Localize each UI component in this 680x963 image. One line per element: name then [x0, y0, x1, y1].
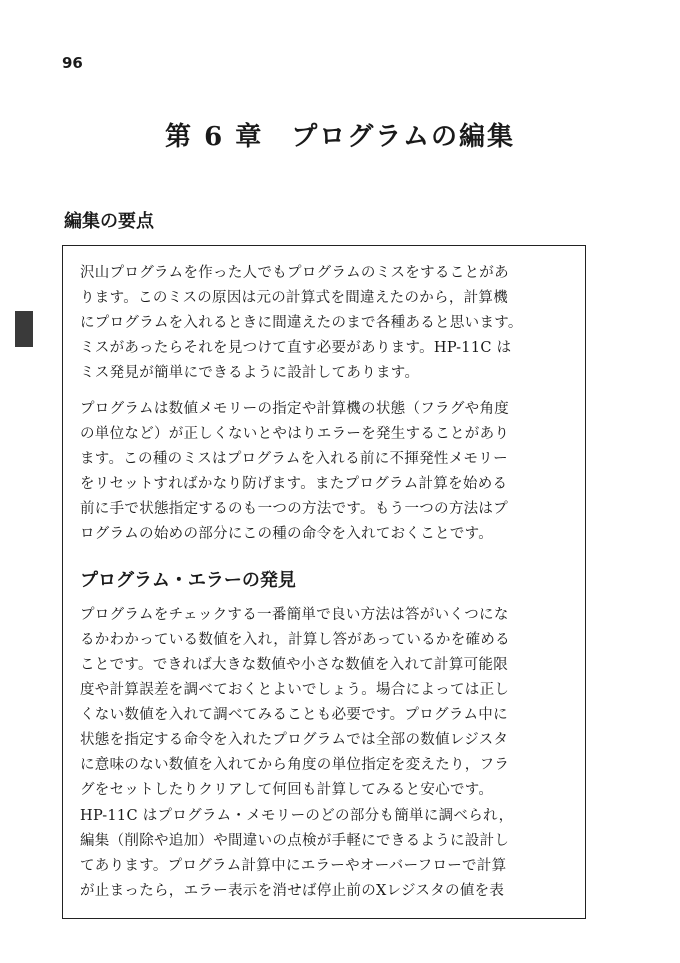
page-number: 96	[62, 54, 83, 72]
paragraph-line: ミス発見が簡単にできるように設計してあります。	[80, 365, 420, 381]
paragraph-2	[80, 397, 580, 547]
paragraph-line: ログラムの始めの部分にこの種の命令を入れておくことです。	[80, 526, 494, 542]
paragraph-3	[80, 603, 580, 803]
paragraph-line: 前に手で状態指定するのも一つの方法です。もう一つの方法はプ	[80, 501, 509, 517]
paragraph-line: 度や計算誤差を調べておくとよいでしょう。場合によっては正し	[80, 682, 510, 698]
paragraph-line: ことです。できれば大きな数値や小さな数値を入れて計算可能限	[80, 657, 509, 673]
paragraph-line: に意味のない数値を入れてから角度の単位指定を変えたり，フラ	[80, 757, 510, 773]
paragraph-line: 編集（削除や追加）や間違いの点検が手軽にできるように設計し	[80, 833, 510, 849]
paragraph-line: 沢山プログラムを作った人でもプログラムのミスをすることがあ	[80, 265, 509, 281]
paragraph-line: プログラムは数値メモリーの指定や計算機の状態（フラグや角度	[80, 401, 510, 417]
paragraph-line: HP-11C はプログラム・メモリーのどの部分も簡単に調べられ，	[80, 808, 514, 824]
paragraph-line: をリセットすればかなり防げます。またプログラム計算を始める	[80, 476, 508, 492]
paragraph-line: の単位など）が正しくないとやはりエラーを発生することがあり	[80, 426, 510, 442]
paragraph-line: てあります。プログラム計算中にエラーやオーバーフローで計算	[80, 858, 507, 874]
paragraph-line: ります。このミスの原因は元の計算式を間違えたのから，計算機	[80, 290, 509, 306]
paragraph-line: ミスがあったらそれを見つけて直す必要があります。HP-11C は	[80, 340, 512, 356]
paragraph-1	[80, 261, 580, 386]
chapter-title: 第 6 章 プログラムの編集	[165, 122, 515, 152]
paragraph-4	[80, 804, 580, 904]
paragraph-line: が止まったら，エラー表示を消せば停止前のXレジスタの値を表	[80, 883, 505, 899]
subsection-heading: プログラム・エラーの発見	[80, 570, 296, 591]
paragraph-line: 状態を指定する命令を入れたプログラムでは全部の数値レジスタ	[80, 732, 509, 748]
paragraph-line: にプログラムを入れるときに間違えたのまで各種あると思います。	[80, 315, 523, 331]
paragraph-line: グをセットしたりクリアして何回も計算してみると安心です。	[80, 782, 494, 798]
section-heading: 編集の要点	[64, 211, 154, 232]
paragraph-line: るかわかっている数値を入れ，計算し答があっているかを確める	[80, 632, 510, 648]
margin-stamp-mark	[15, 311, 33, 347]
paragraph-line: くない数値を入れて調べてみることも必要です。プログラム中に	[80, 707, 508, 723]
paragraph-line: プログラムをチェックする一番簡単で良い方法は答がいくつにな	[80, 607, 509, 623]
paragraph-line: ます。この種のミスはプログラムを入れる前に不揮発性メモリー	[80, 451, 508, 467]
